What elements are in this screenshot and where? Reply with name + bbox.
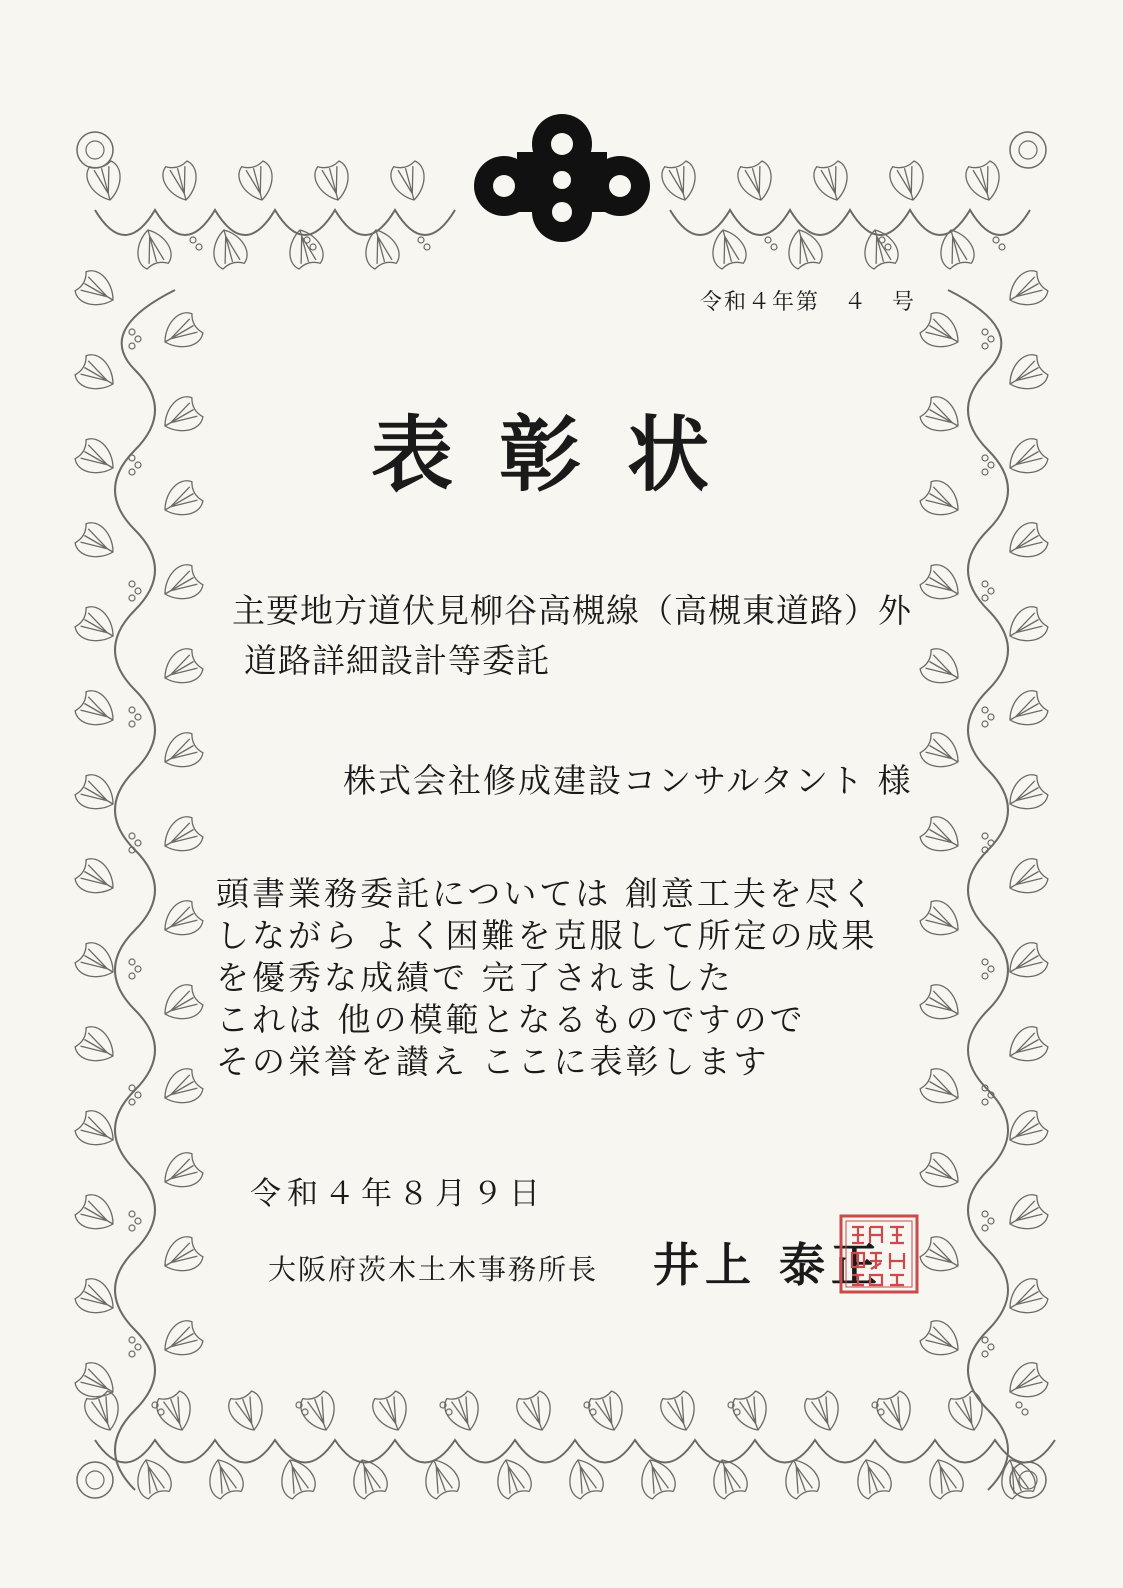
body-line: その栄誉を讃え ここに表彰します (216, 1042, 770, 1081)
issuer-office: 大阪府茨木土木事務所長 (268, 1253, 599, 1286)
official-seal-icon (838, 1213, 920, 1295)
prefecture-emblem-icon (467, 112, 657, 244)
body-line: しながら よく困難を克服して所定の成果 (216, 916, 878, 955)
subject-block (232, 586, 912, 686)
body-line: これは 他の模範となるものですので (216, 1000, 806, 1039)
body-line: 頭書業務委託については 創意工夫を尽く (216, 874, 877, 913)
body-text (216, 873, 878, 1083)
certificate-title: 表彰状 (371, 407, 756, 503)
issue-date: 令和４年８月９日 (250, 1176, 546, 1212)
issuer-name: 井上 泰正 (653, 1238, 884, 1292)
recipient-name: 株式会社修成建設コンサルタント 様 (343, 761, 913, 800)
subject-line: 道路詳細設計等委託 (244, 641, 550, 680)
certificate-number: 令和４年第 ４ 号 (700, 290, 917, 315)
body-line: を優秀な成績で 完了されました (216, 958, 734, 997)
subject-line: 主要地方道伏見柳谷高槻線（高槻東道路）外 (232, 591, 912, 630)
